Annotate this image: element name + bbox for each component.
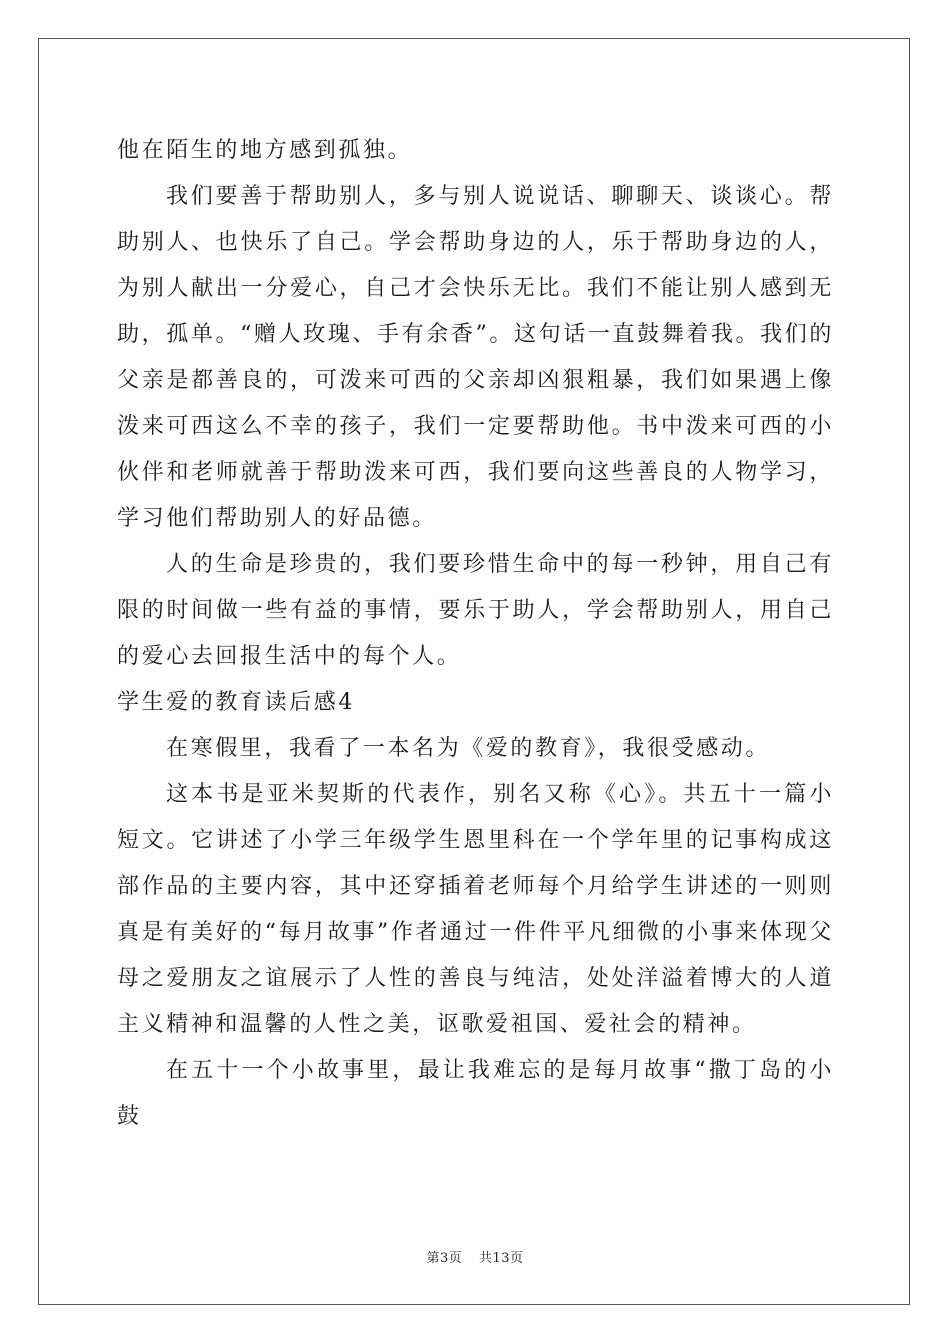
page-total: 共13页 [478, 1251, 524, 1266]
section-title: 学生爱的教育读后感4 [117, 690, 355, 715]
paragraph: 这本书是亚米契斯的代表作，别名又称《心》。共五十一篇小短文。它讲述了小学三年级学生恩里科在一个学年里的记事构成这部作品的主要内容，其中还穿插着老师每个月给学生讲述的一则则真是有美好的“每月故事”作者通过一件件平凡细微的小事来体现父母之爱朋友之谊展示了人性的善良与纯洁，处处洋溢着博大的人道主义精神和温馨的人性之美，讴歌爱祖国、爱社会的精神。 [117, 782, 834, 1037]
paragraph: 他在陌生的地方感到孤独。 [117, 138, 413, 163]
paragraph: 在寒假里，我看了一本名为《爱的教育》，我很受感动。 [166, 736, 771, 761]
document-body [117, 128, 834, 1140]
page-footer [0, 1247, 950, 1266]
paragraph: 我们要善于帮助别人，多与别人说说话、聊聊天、谈谈心。帮助别人、也快乐了自己。学会帮助身边的人，乐于帮助身边的人，为别人献出一分爱心，自己才会快乐无比。我们不能让别人感到无助，孤单。“赠人玫瑰、手有余香”。这句话一直鼓舞着我。我们的父亲是都善良的，可泼来可西的父亲却凶狠粗暴，我们如果遇上像泼来可西这么不幸的孩子，我们一定要帮助他。书中泼来可西的小伙伴和老师就善于帮助泼来可西，我们要向这些善良的人物学习，学习他们帮助别人的好品德。 [117, 184, 834, 531]
paragraph: 人的生命是珍贵的，我们要珍惜生命中的每一秒钟，用自己有限的时间做一些有益的事情，要乐于助人，学会帮助别人，用自己的爱心去回报生活中的每个人。 [117, 552, 834, 669]
paragraph: 在五十一个小故事里，最让我难忘的是每月故事“撒丁岛的小鼓 [117, 1058, 834, 1129]
page-number: 第3页 [426, 1251, 463, 1266]
